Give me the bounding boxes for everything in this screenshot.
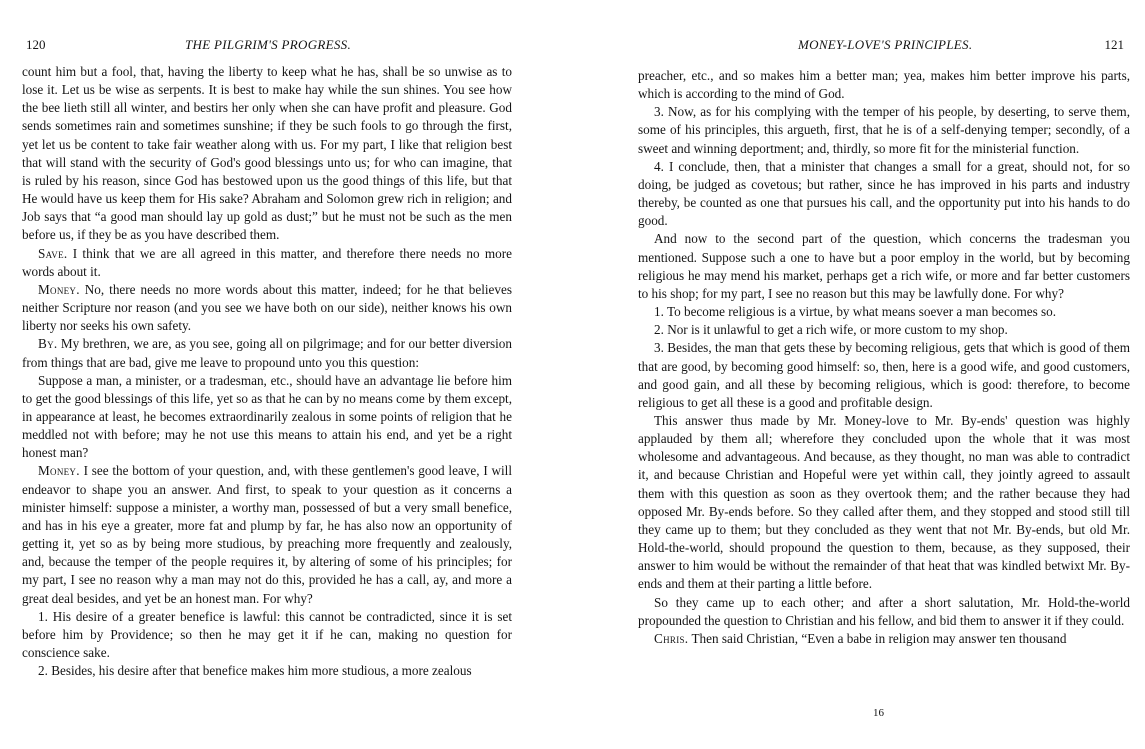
- paragraph-text: Suppose a man, a minister, or a tradesman, etc., should have an advantage lie before him to get the good blessings of this life, yet so as that he can by no means come by them except, in appearance at least, he becomes extraordinarily zealous in some points of religion that he meddled not with before; may he not use this means to attain his end, and yet be a right honest man?: [22, 372, 512, 461]
- paragraph: [22, 608, 512, 662]
- paragraph-text: This answer thus made by Mr. Money-love to Mr. By-ends' question was highly applauded by them all; wherefore they concluded upon the whole that it was most wholesome and advantageous. And because, as they thought, no man was able to contradict it, and because Christian and Hopeful were yet within call, they jointly agreed to assault them with this question as soon as they overtook them; and the rather because they had opposed Mr. By-ends before. So they called after them, and they stopped and stood still till they came up to them; but they concluded as they went that not Mr. By-ends, but old Mr. Hold-the-world, should propound the question to them, because, as they supposed, their answer to him would be without the remainder of that heat that was kindled betwixt Mr. By-ends and them at their parting a little before.: [638, 412, 1130, 592]
- running-head: [638, 37, 1130, 55]
- paragraph-text: 4. I conclude, then, that a minister that changes a small for a great, should not, for so doing, be judged as covetous; but rather, since he has improved in his parts and industry thereby, be counted as one that pursues his call, and the opportunity put into his hands to do good.: [638, 158, 1130, 229]
- paragraph: [22, 281, 512, 335]
- paragraph-text: My brethren, we are, as you see, going all on pilgrimage; and for our better diversion from things that are bad, give me leave to propound unto you this question:: [22, 336, 512, 370]
- speaker-name: Save.: [38, 245, 68, 261]
- paragraph: [638, 158, 1130, 231]
- right-page: [638, 0, 1130, 749]
- paragraph: [22, 63, 512, 245]
- running-title: THE PILGRIM'S PROGRESS.: [185, 37, 352, 52]
- page-body: [22, 63, 512, 680]
- paragraph-text: 2. Nor is it unlawful to get a rich wife, or more custom to my shop.: [654, 322, 1008, 338]
- page-number: 121: [1104, 37, 1124, 52]
- running-title: MONEY-LOVE'S PRINCIPLES.: [798, 37, 973, 52]
- signature-mark: 16: [873, 707, 884, 719]
- speaker-name: Chris.: [654, 630, 689, 646]
- paragraph: [638, 339, 1130, 412]
- paragraph: [638, 321, 1130, 339]
- paragraph-text: I see the bottom of your question, and, with these gentlemen's good leave, I will endeavor to shape you an answer. And first, to speak to your question as it concerns a minister himself: suppose a minister, a worthy man, possessed of but a very small benefice, and has in his eye a greater, more fat and plump by far, he has also now an opportunity of getting it, yet so as by being more studious, by preaching more frequently and zealously, and, because the temper of the people requires it, by altering of some of his principles; for my part, I see no reason why a man may not do this, provided he has a call, ay, and more a great deal besides, and yet be an honest man. For why?: [22, 463, 512, 606]
- paragraph: [638, 230, 1130, 303]
- page-number: 120: [26, 37, 46, 52]
- speaker-name: Money.: [38, 281, 80, 297]
- paragraph-text: So they came up to each other; and after a short salutation, Mr. Hold-the-world propounded the question to Christian and his fellow, and bid them to answer it if they could.: [638, 594, 1130, 628]
- paragraph-text: I think that we are all agreed in this matter, and therefore there needs no more words about it.: [22, 245, 512, 279]
- paragraph: [22, 462, 512, 607]
- paragraph: [638, 594, 1130, 630]
- paragraph-text: preacher, etc., and so makes him a better man; yea, makes him better improve his parts, which is according to the mind of God.: [638, 68, 1130, 102]
- paragraph-text: No, there needs no more words about this matter, indeed; for he that believes neither Scripture nor reason (and you see we have both on our side), neither knows his own liberty nor seeks his own safety.: [22, 281, 512, 334]
- paragraph-text: count him but a fool, that, having the liberty to keep what he has, shall be so unwise as to lose it. Let us be wise as serpents. It is best to make hay while the sun shines. You see how the bee lieth still all winter, and bestirs her only when she can have profit and pleasure. God sends sometimes rain and sometimes sunshine; if they be such fools to go through the first, yet let us be content to take fair weather along with us. For my part, I like that religion best that will stand with the security of God's good blessings unto us; for who can imagine, that is ruled by his reason, since God has bestowed upon us the good things of this life, but that He would have us keep them for His sake? Abraham and Solomon grew rich in religion; and Job says that “a good man should lay up gold as dust;” but he must not be such as the men before us, if they be as you have described them.: [22, 64, 512, 243]
- left-page: [22, 0, 512, 749]
- running-head: [22, 37, 512, 55]
- paragraph-text: 3. Now, as for his complying with the temper of his people, by deserting, to serve them, some of his principles, this argueth, first, that he is of a self-denying temper; secondly, of a sweet and winning deportment; and, thirdly, so more fit for the ministerial function.: [638, 104, 1130, 156]
- paragraph-text: 2. Besides, his desire after that benefice makes him more studious, a more zealous: [38, 663, 472, 679]
- paragraph: [22, 335, 512, 371]
- paragraph: [638, 103, 1130, 157]
- paragraph-text: Then said Christian, “Even a babe in religion may answer ten thousand: [688, 630, 1067, 646]
- paragraph: [22, 662, 512, 680]
- paragraph: [638, 412, 1130, 594]
- paragraph-text: 3. Besides, the man that gets these by becoming religious, gets that which is good of them that are good, by becoming good himself: so, then, here is a good wife, and good customers, and good gain, and all these by becoming religious, which is good: therefore, to become religious to get all these is a good and profitable design.: [638, 340, 1130, 410]
- paragraph: [638, 630, 1130, 648]
- paragraph: [22, 372, 512, 463]
- paragraph: [638, 303, 1130, 321]
- speaker-name: Money.: [38, 463, 80, 479]
- paragraph: [638, 67, 1130, 103]
- speaker-name: By.: [38, 336, 58, 352]
- paragraph-text: 1. To become religious is a virtue, by what means soever a man becomes so.: [654, 304, 1057, 320]
- paragraph-text: And now to the second part of the question, which concerns the tradesman you mentioned. Suppose such a one to have but a poor employ in the world, but by becoming religious he may mend his market, perhaps get a rich wife, or more and far better customers to his shop; for my part, I see no reason but this may be lawfully done. For why?: [638, 231, 1130, 301]
- page-body: [638, 67, 1130, 648]
- paragraph: [22, 245, 512, 281]
- paragraph-text: 1. His desire of a greater benefice is lawful: this cannot be contradicted, since it is set before him by Providence; so then he may get it if he can, making no question for conscience sake.: [22, 608, 512, 660]
